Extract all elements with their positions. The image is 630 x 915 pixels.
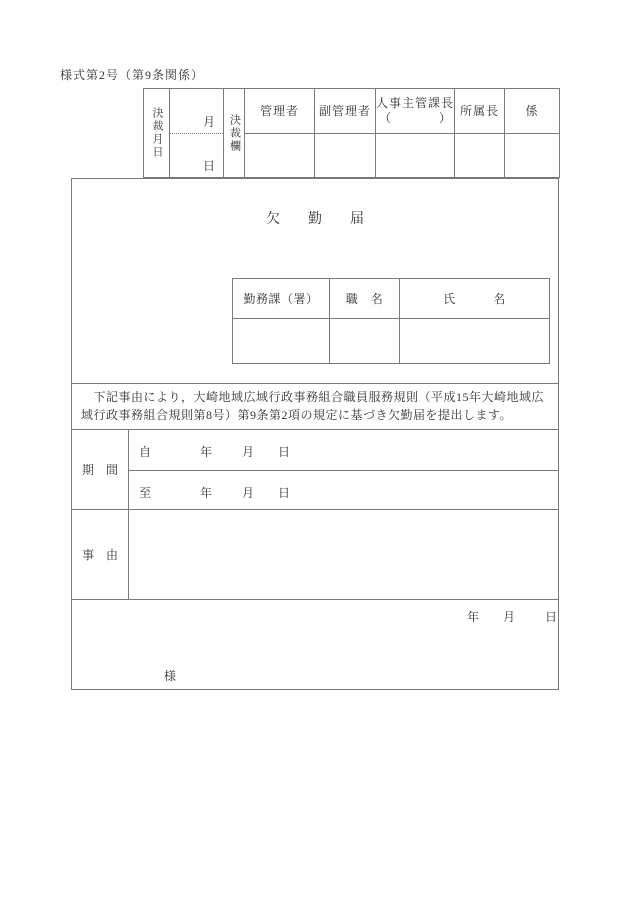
role-header-section-head: 所属長 <box>454 89 504 134</box>
reason-field <box>129 510 558 599</box>
month-label: 月 <box>202 114 215 129</box>
reason-section <box>72 509 558 599</box>
role-header-staff: 係 <box>504 89 559 134</box>
period-from-day-label: 日 <box>278 445 291 459</box>
footer-month-label: 月 <box>503 610 516 624</box>
period-from-row <box>129 430 558 470</box>
staff-info-table <box>232 278 550 364</box>
approval-day-field <box>170 134 223 178</box>
stamp-cell-staff <box>504 134 559 177</box>
role-header-deputy-manager: 副管理者 <box>314 89 375 134</box>
approval-month-field <box>170 89 223 134</box>
period-to-label: 至 <box>139 485 152 500</box>
period-label: 期 間 <box>72 430 129 509</box>
approval-table <box>143 88 560 178</box>
role-header-manager: 管理者 <box>244 89 314 134</box>
footer-year-label: 年 <box>467 610 480 624</box>
role-header-hr-paren: （ ） <box>378 111 451 125</box>
form-number-label: 様式第2号（第9条関係） <box>60 68 205 82</box>
addressee-suffix-label: 様 <box>164 669 177 683</box>
period-from-label: 自 <box>139 445 152 459</box>
period-from-month-label: 月 <box>242 445 255 459</box>
period-to-day-label: 日 <box>278 485 291 500</box>
reason-label: 事 由 <box>72 510 129 599</box>
role-header-hr-section-chief <box>375 89 454 134</box>
declaration-paragraph: 下記事由により，大崎地域広域行政事務組合職員服務規則（平成15年大崎地域広域行政事務組合規則第8号）第9条第2項の規定に基づき欠勤届を提出します。 <box>72 383 558 429</box>
approval-date-label: 決裁月日 <box>151 107 163 159</box>
stamp-cell-hr-section-chief <box>375 134 454 177</box>
staff-header-title: 職 名 <box>329 279 399 319</box>
document-title: 欠 勤 届 <box>266 212 364 227</box>
form-body <box>71 178 559 690</box>
role-header-hr-main: 人事主管課長 <box>376 96 455 110</box>
period-to-year-label: 年 <box>200 485 213 500</box>
staff-header-section: 勤務課（署） <box>233 279 329 319</box>
period-from-year-label: 年 <box>200 445 213 459</box>
footer-day-label: 日 <box>545 610 558 624</box>
stamp-cell-section-head <box>454 134 504 177</box>
staff-cell-title <box>329 319 399 363</box>
approval-date-cell <box>169 89 223 177</box>
period-to-row <box>129 470 558 510</box>
stamp-cell-manager <box>244 134 314 177</box>
staff-header-name: 氏 名 <box>399 279 549 319</box>
staff-cell-name <box>399 319 549 363</box>
approval-stamp-column-label: 決裁欄 <box>223 89 244 177</box>
period-to-month-label: 月 <box>242 485 255 500</box>
period-section <box>72 429 558 509</box>
signature-section <box>72 599 558 690</box>
period-fields <box>129 430 558 509</box>
staff-cell-section <box>233 319 329 363</box>
stamp-cell-deputy-manager <box>314 134 375 177</box>
day-label: 日 <box>202 159 215 173</box>
